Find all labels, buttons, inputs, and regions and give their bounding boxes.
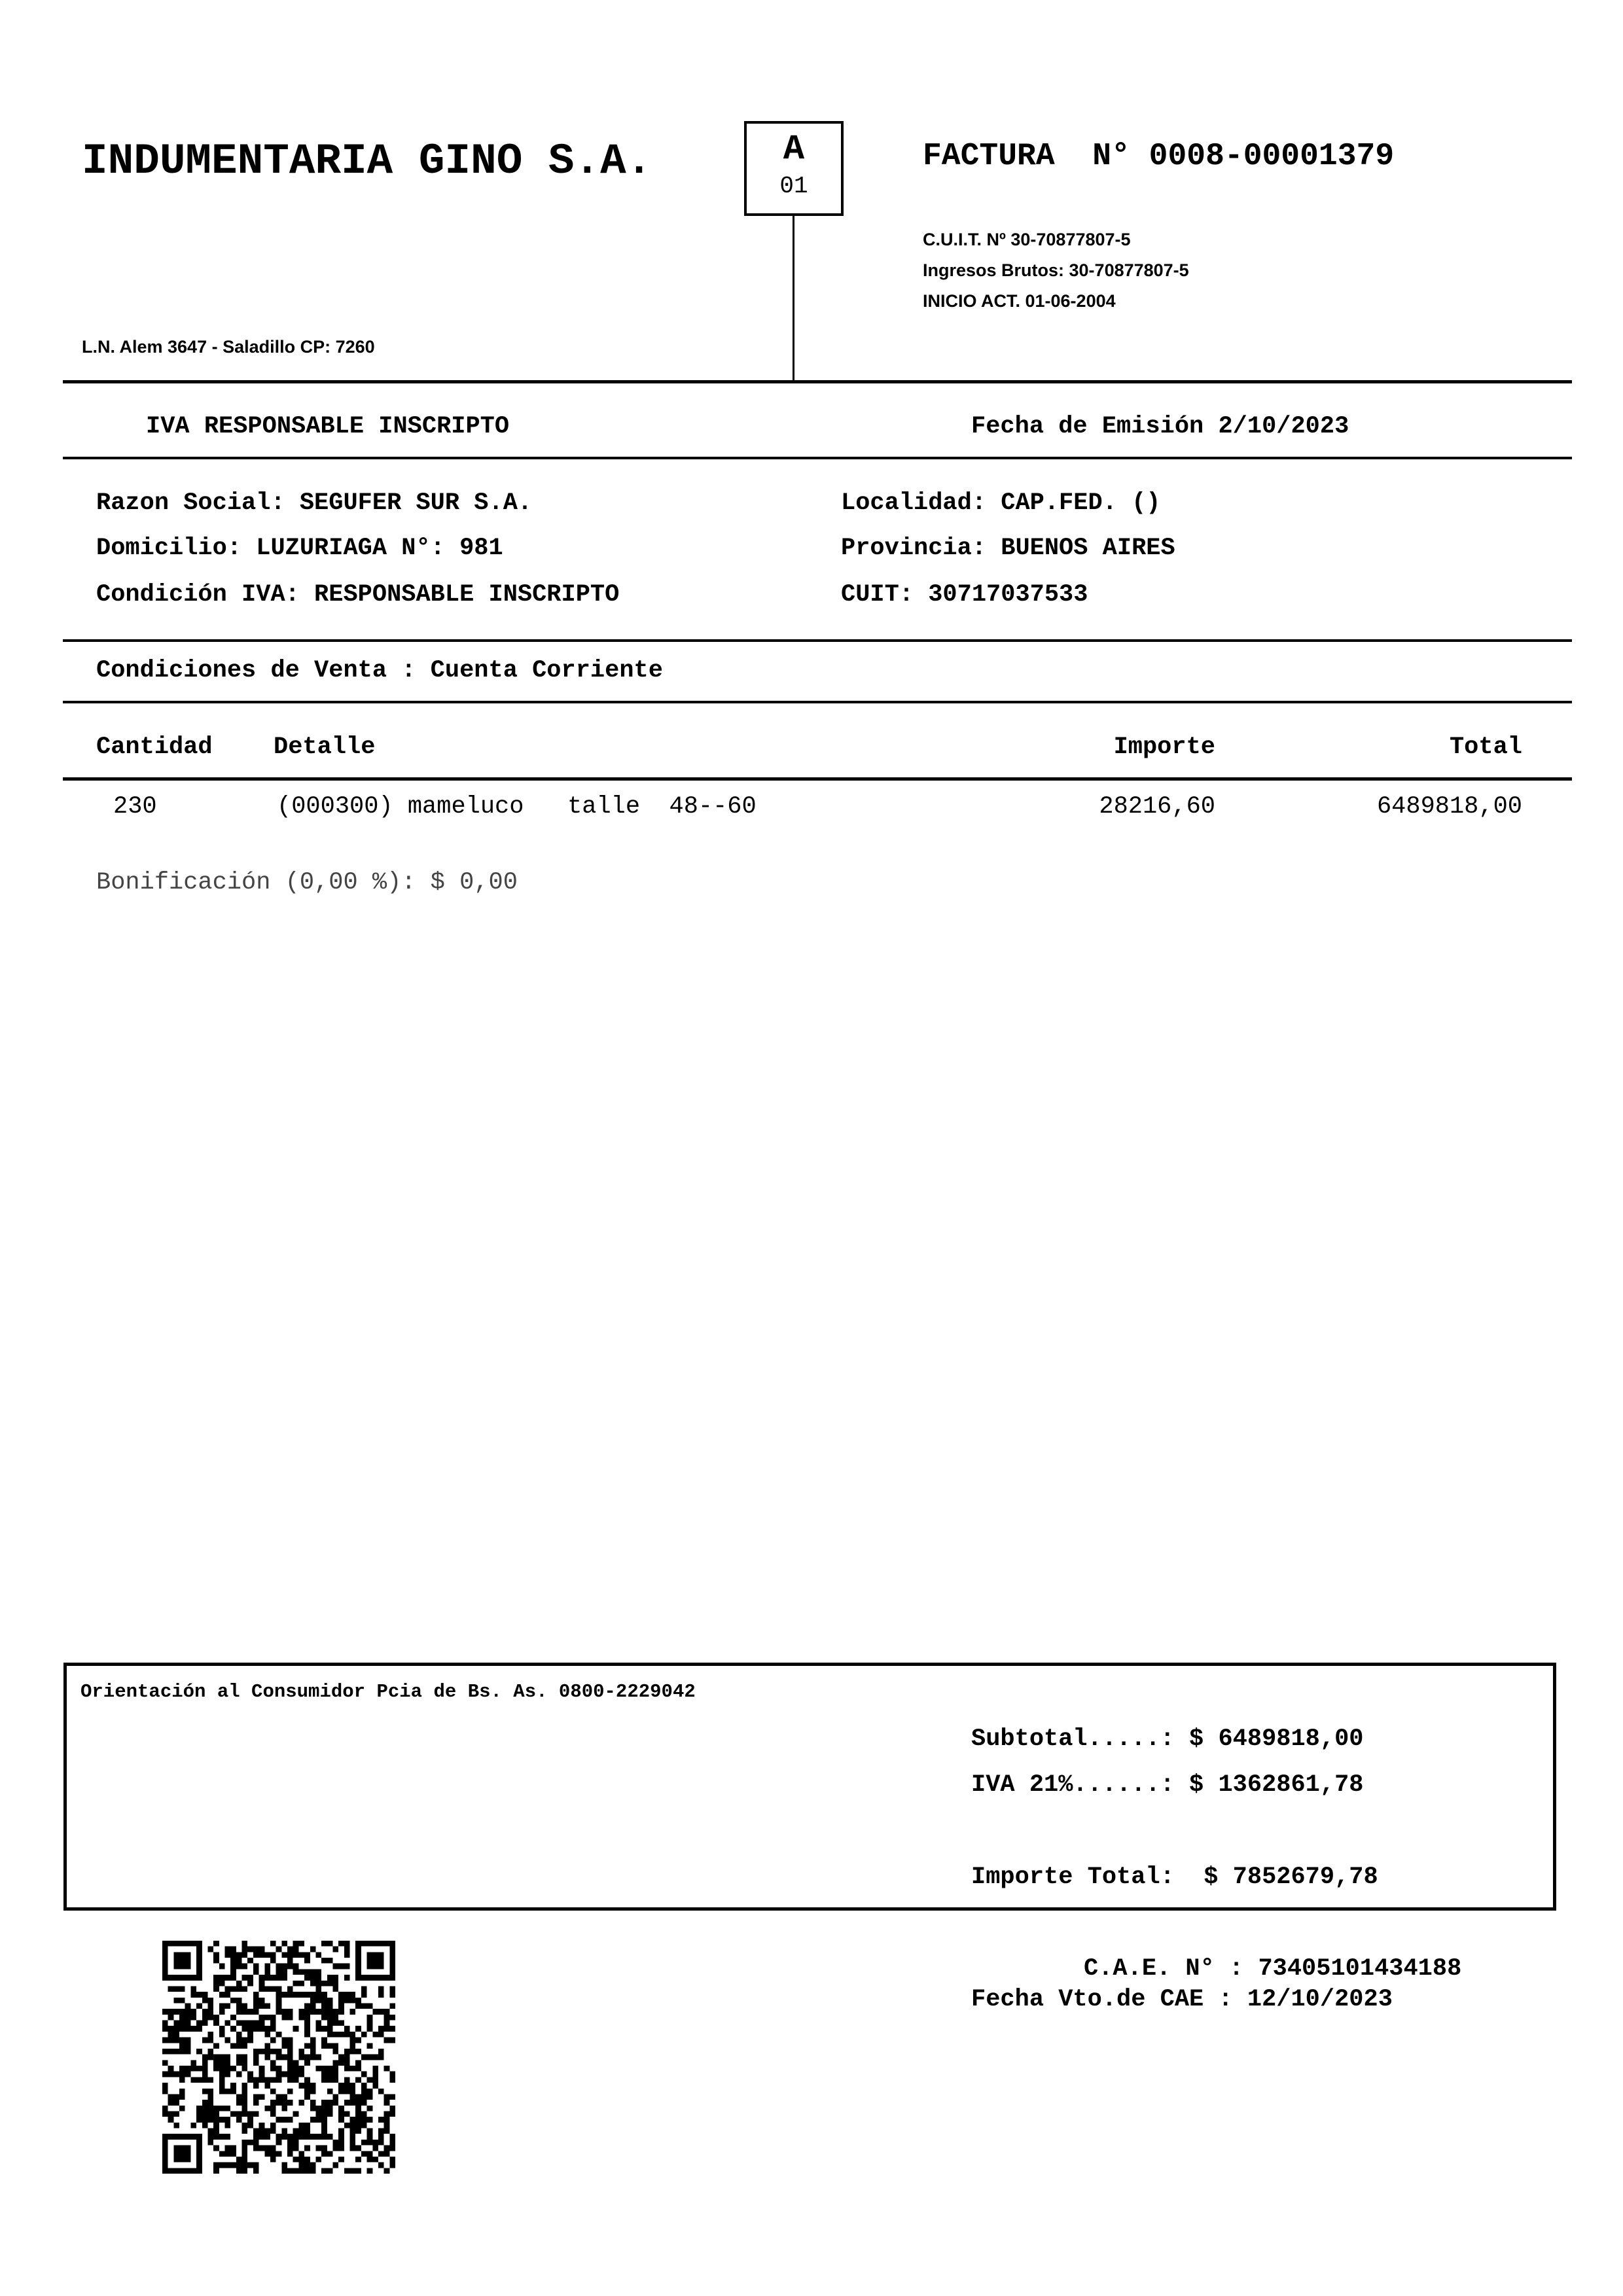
bonificacion: Bonificación (0,00 %): $ 0,00 [96,869,518,896]
issuer-address: L.N. Alem 3647 - Saladillo CP: 7260 [82,337,375,357]
issuer-ingresos-brutos: Ingresos Brutos: 30-70877807-5 [923,260,1189,280]
subtotal: Subtotal.....: $ 6489818,00 [971,1725,1364,1753]
iva-amount: IVA 21%......: $ 1362861,78 [971,1771,1364,1799]
consumer-info: Orientación al Consumidor Pcia de Bs. As. 0800-2229042 [80,1681,696,1703]
invoice-title-label: FACTURA [923,139,1055,174]
invoice-code: 01 [779,173,808,200]
client-localidad: Localidad: CAP.FED. () [841,489,1161,517]
client-condicion-iva: Condición IVA: RESPONSABLE INSCRIPTO [96,581,620,609]
client-domicilio: Domicilio: LUZURIAGA N°: 981 [96,535,503,562]
sale-conditions: Condiciones de Venta : Cuenta Corriente [96,657,663,684]
invoice-letter: A [783,130,805,169]
qr-code [162,1941,395,2174]
divider [63,777,1572,781]
iva-condition: IVA RESPONSABLE INSCRIPTO [146,413,510,440]
client-provincia: Provincia: BUENOS AIRES [841,535,1175,562]
issuer-inicio-actividades: INICIO ACT. 01-06-2004 [923,291,1116,311]
row-total: 6489818,00 [1376,793,1522,821]
header-importe: Importe [1113,733,1215,761]
importe-total: Importe Total: $ 7852679,78 [971,1863,1378,1891]
emission-date: Fecha de Emisión 2/10/2023 [971,413,1349,440]
cae-number: C.A.E. N° : 73405101434188 [1084,1955,1462,1983]
client-razon-social: Razon Social: SEGUFER SUR S.A. [96,489,533,517]
invoice-type-box [744,121,844,216]
header-cantidad: Cantidad [96,733,213,761]
cae-due-date: Fecha Vto.de CAE : 12/10/2023 [971,1986,1393,2013]
issuer-cuit: C.U.I.T. Nº 30-70877807-5 [923,230,1131,249]
company-name: INDUMENTARIA GINO S.A. [82,137,652,186]
row-importe: 28216,60 [1099,793,1215,821]
header-detalle: Detalle [274,733,376,761]
invoice-number: N° 0008-00001379 [1092,139,1395,174]
header-total: Total [1449,733,1522,761]
divider [63,639,1572,642]
row-cantidad: 230 [113,793,157,821]
invoice-title [923,139,1394,174]
divider [63,380,1572,383]
row-detalle: (000300) mameluco talle 48--60 [277,793,757,821]
divider [63,457,1572,459]
header-divider-vertical [793,213,794,381]
client-cuit: CUIT: 30717037533 [841,581,1088,609]
divider [63,701,1572,703]
